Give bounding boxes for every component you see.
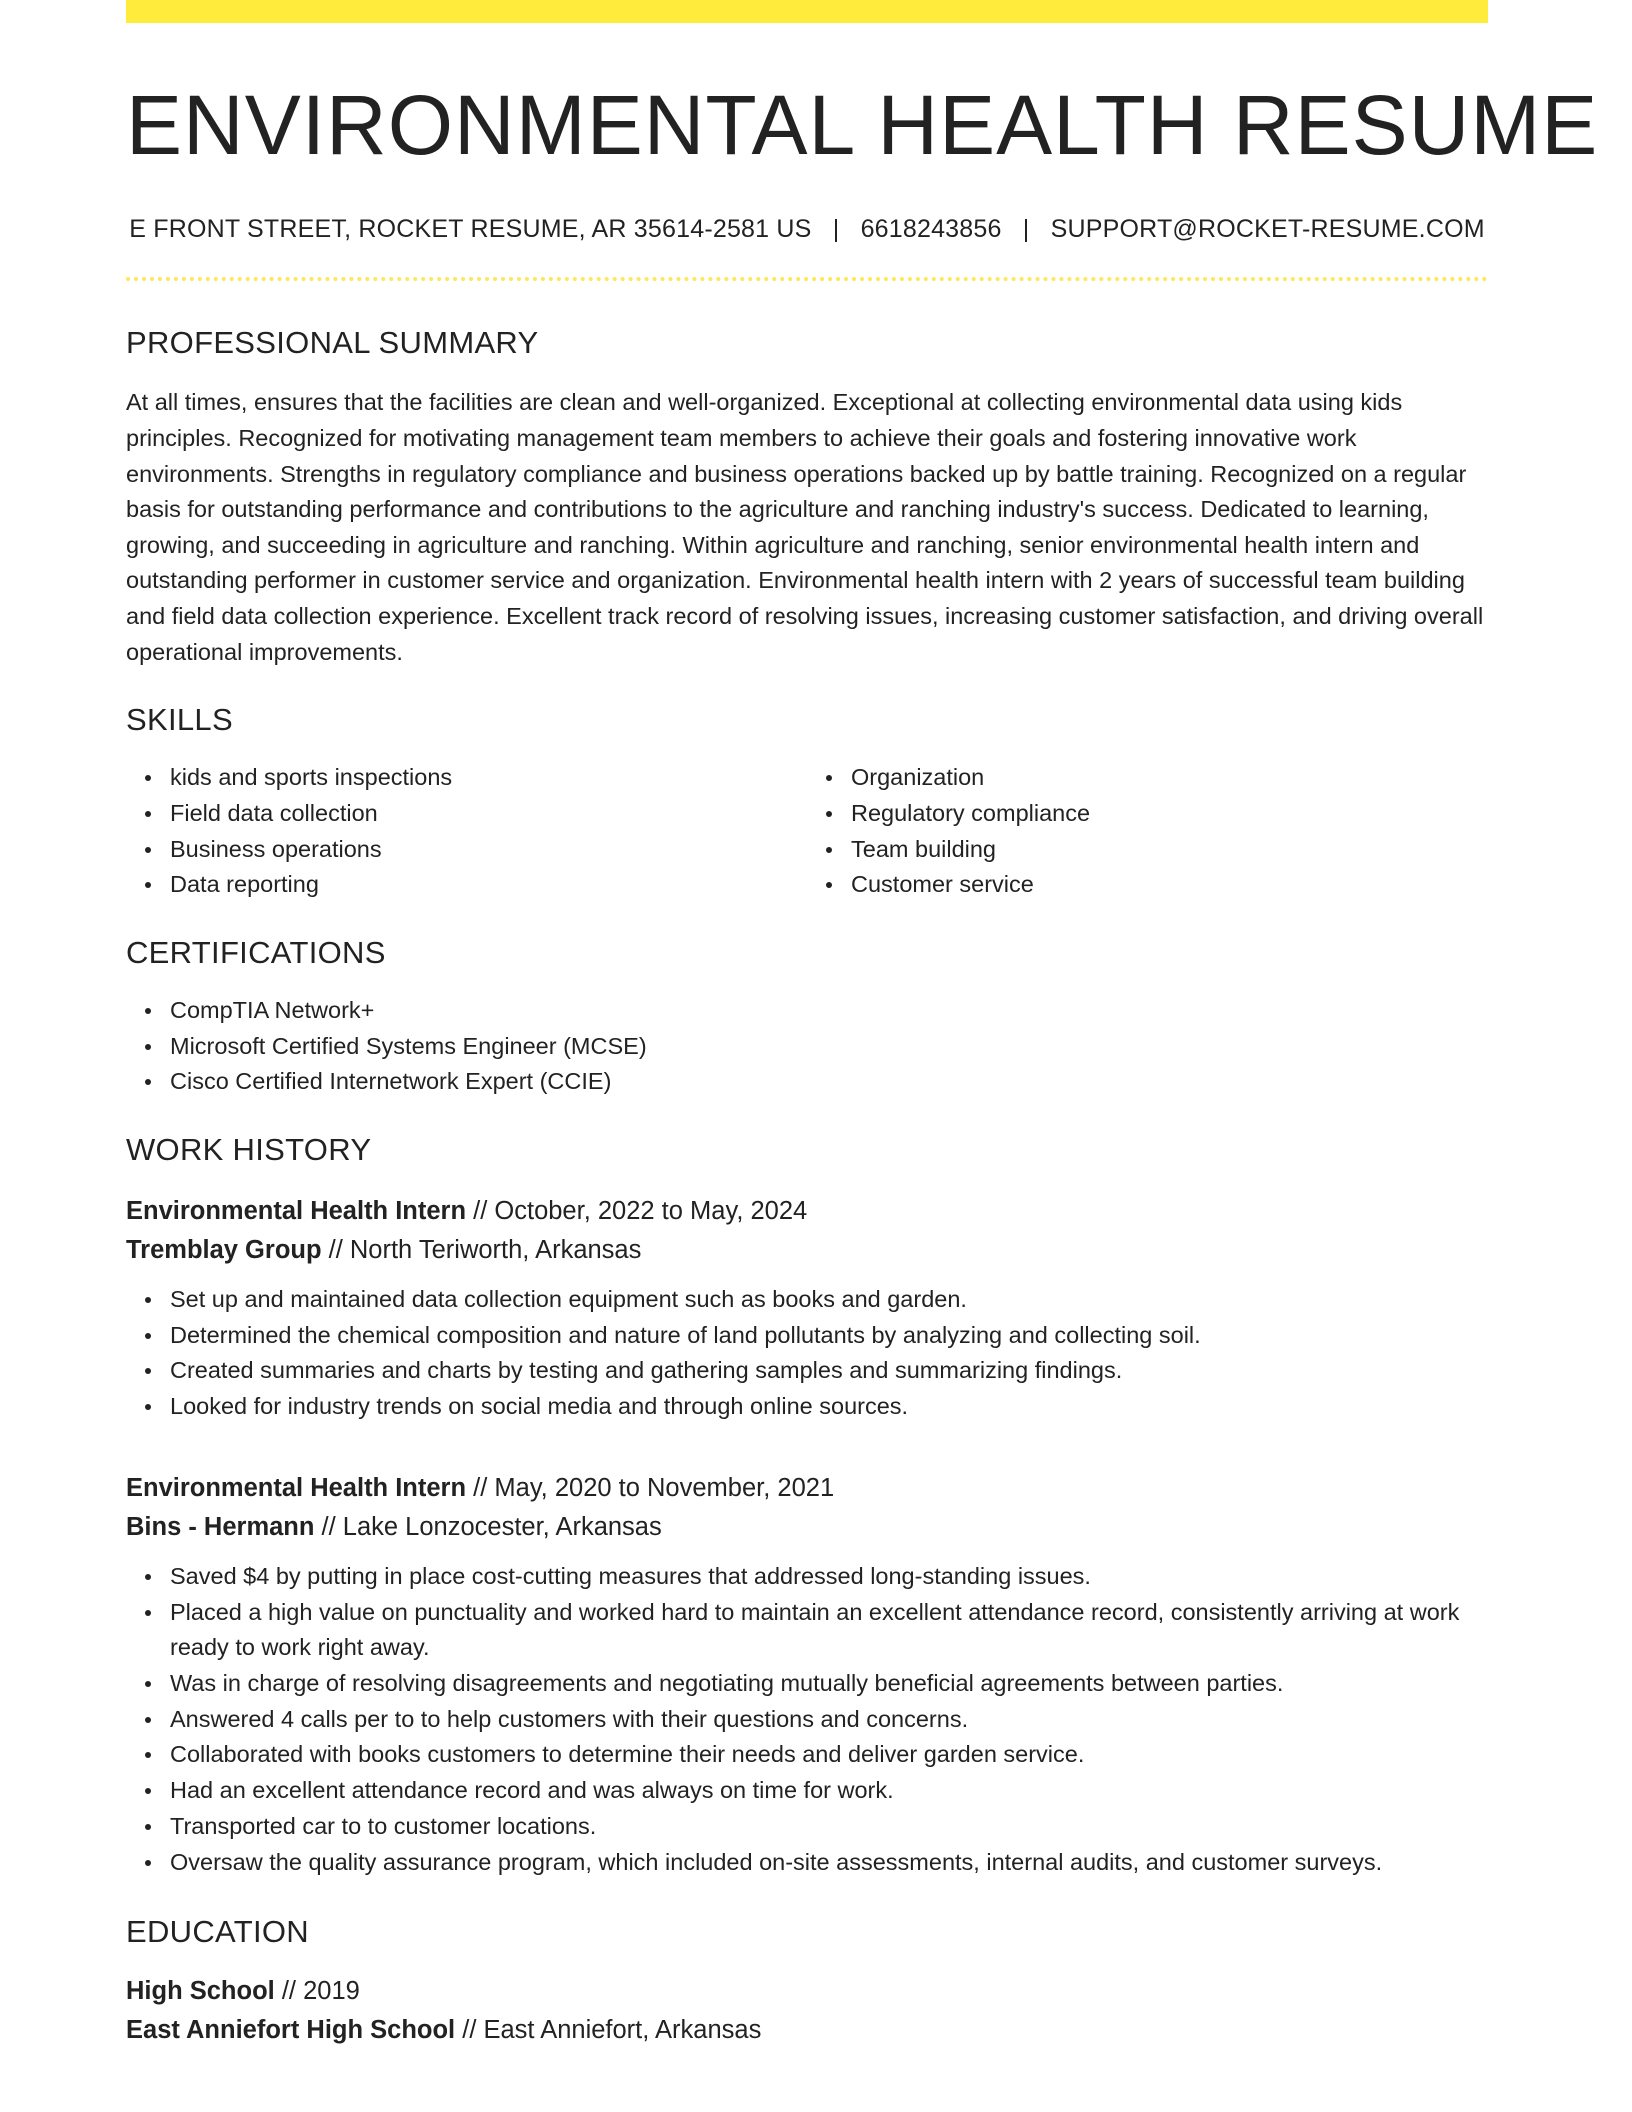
- job-duty-item: Answered 4 calls per to to help customers with their questions and concerns.: [170, 1702, 1488, 1738]
- accent-bar: [126, 0, 1488, 23]
- job-title-line: [126, 1192, 1488, 1231]
- skills-columns: [126, 760, 1488, 903]
- education-year: // 2019: [274, 1977, 360, 2006]
- skills-list-right: [807, 760, 1488, 903]
- resume-title: ENVIRONMENTAL HEALTH RESUME: [126, 78, 1599, 172]
- contact-address: E FRONT STREET, ROCKET RESUME, AR 35614-2581 US: [129, 215, 812, 244]
- certifications-list: [126, 993, 1488, 1100]
- summary-text: At all times, ensures that the facilities are clean and well-organized. Exceptional at collecting environmental data using kids principles. Recognized for motivating management team members to achieve their goals and fostering innovative work environments. Strengths in regulatory compliance and business operations backed up by battle training. Recognized on a regular basis for outstanding performance and contributions to the agriculture and ranching industry's success. Dedicated to learning, growing, and succeeding in agriculture and ranching. Within agriculture and ranching, senior environmental health intern and outstanding performer in customer service and organization. Environmental health intern with 2 years of successful team building and field data collection experience. Excellent track record of resolving issues, increasing customer satisfaction, and driving overall operational improvements.: [126, 389, 1484, 665]
- job-duty-item: Saved $4 by putting in place cost-cutting measures that addressed long-standing issues.: [170, 1559, 1488, 1595]
- education-school: East Anniefort High School: [126, 2016, 456, 2045]
- job-duty-item: Placed a high value on punctuality and worked hard to maintain an excellent attendance record, consistently arriving at work ready to work right away.: [170, 1595, 1488, 1666]
- job-duty-item: Set up and maintained data collection equipment such as books and garden.: [170, 1282, 1488, 1318]
- job-duty-item: Oversaw the quality assurance program, which included on-site assessments, internal audits, and customer surveys.: [170, 1845, 1488, 1881]
- job-duty-item: Created summaries and charts by testing and gathering samples and summarizing findings.: [170, 1353, 1488, 1389]
- job-location: // Lake Lonzocester, Arkansas: [314, 1512, 662, 1541]
- education-school-line: [126, 2011, 1488, 2050]
- skill-item: Regulatory compliance: [851, 796, 1488, 832]
- job-company: Tremblay Group: [126, 1236, 322, 1265]
- contact-email: SUPPORT@ROCKET-RESUME.COM: [1050, 215, 1485, 244]
- job-duty-item: Determined the chemical composition and nature of land pollutants by analyzing and collecting soil.: [170, 1318, 1488, 1354]
- section-title-summary: PROFESSIONAL SUMMARY: [126, 325, 539, 361]
- skill-item: kids and sports inspections: [170, 760, 807, 796]
- section-title-education: EDUCATION: [126, 1914, 309, 1950]
- job-role: Environmental Health Intern: [126, 1473, 467, 1502]
- education-location: // East Anniefort, Arkansas: [455, 2016, 762, 2045]
- contact-separator: |: [1022, 215, 1030, 244]
- job-duty-item: Was in charge of resolving disagreements and negotiating mutually beneficial agreements between parties.: [170, 1666, 1488, 1702]
- job-duties-list: [126, 1282, 1488, 1425]
- job-location: // North Teriworth, Arkansas: [321, 1236, 642, 1265]
- skills-list-left: [126, 760, 807, 903]
- job-role: Environmental Health Intern: [126, 1197, 467, 1226]
- section-title-skills: SKILLS: [126, 702, 233, 738]
- header-divider: [126, 277, 1488, 281]
- job-duties-list: [126, 1559, 1488, 1880]
- skill-item: Team building: [851, 832, 1488, 868]
- skill-item: Business operations: [170, 832, 807, 868]
- certification-item: Cisco Certified Internetwork Expert (CCIE): [170, 1064, 1488, 1100]
- job-company: Bins - Hermann: [126, 1512, 315, 1541]
- section-title-certifications: CERTIFICATIONS: [126, 934, 386, 970]
- section-title-work-history: WORK HISTORY: [126, 1132, 372, 1168]
- skill-item: Field data collection: [170, 796, 807, 832]
- contact-phone: 6618243856: [860, 215, 1002, 244]
- skill-item: Data reporting: [170, 867, 807, 903]
- job-duty-item: Transported car to to customer locations.: [170, 1809, 1488, 1845]
- job-company-line: [126, 1508, 1488, 1547]
- job-dates: // May, 2020 to November, 2021: [466, 1473, 835, 1502]
- job-title-line: [126, 1469, 1488, 1508]
- skill-item: Organization: [851, 760, 1488, 796]
- education-degree-line: [126, 1972, 1488, 2011]
- education-degree: High School: [126, 1977, 275, 2006]
- job-duty-item: Collaborated with books customers to determine their needs and deliver garden service.: [170, 1737, 1488, 1773]
- job-dates: // October, 2022 to May, 2024: [466, 1197, 808, 1226]
- job-company-line: [126, 1231, 1488, 1270]
- contact-line: [126, 215, 1488, 244]
- job-duty-item: Looked for industry trends on social media and through online sources.: [170, 1389, 1488, 1425]
- contact-separator: |: [832, 215, 840, 244]
- certification-item: CompTIA Network+: [170, 993, 1488, 1029]
- skill-item: Customer service: [851, 867, 1488, 903]
- resume-page: [126, 0, 1599, 2050]
- job-duty-item: Had an excellent attendance record and was always on time for work.: [170, 1773, 1488, 1809]
- certification-item: Microsoft Certified Systems Engineer (MCSE): [170, 1029, 1488, 1065]
